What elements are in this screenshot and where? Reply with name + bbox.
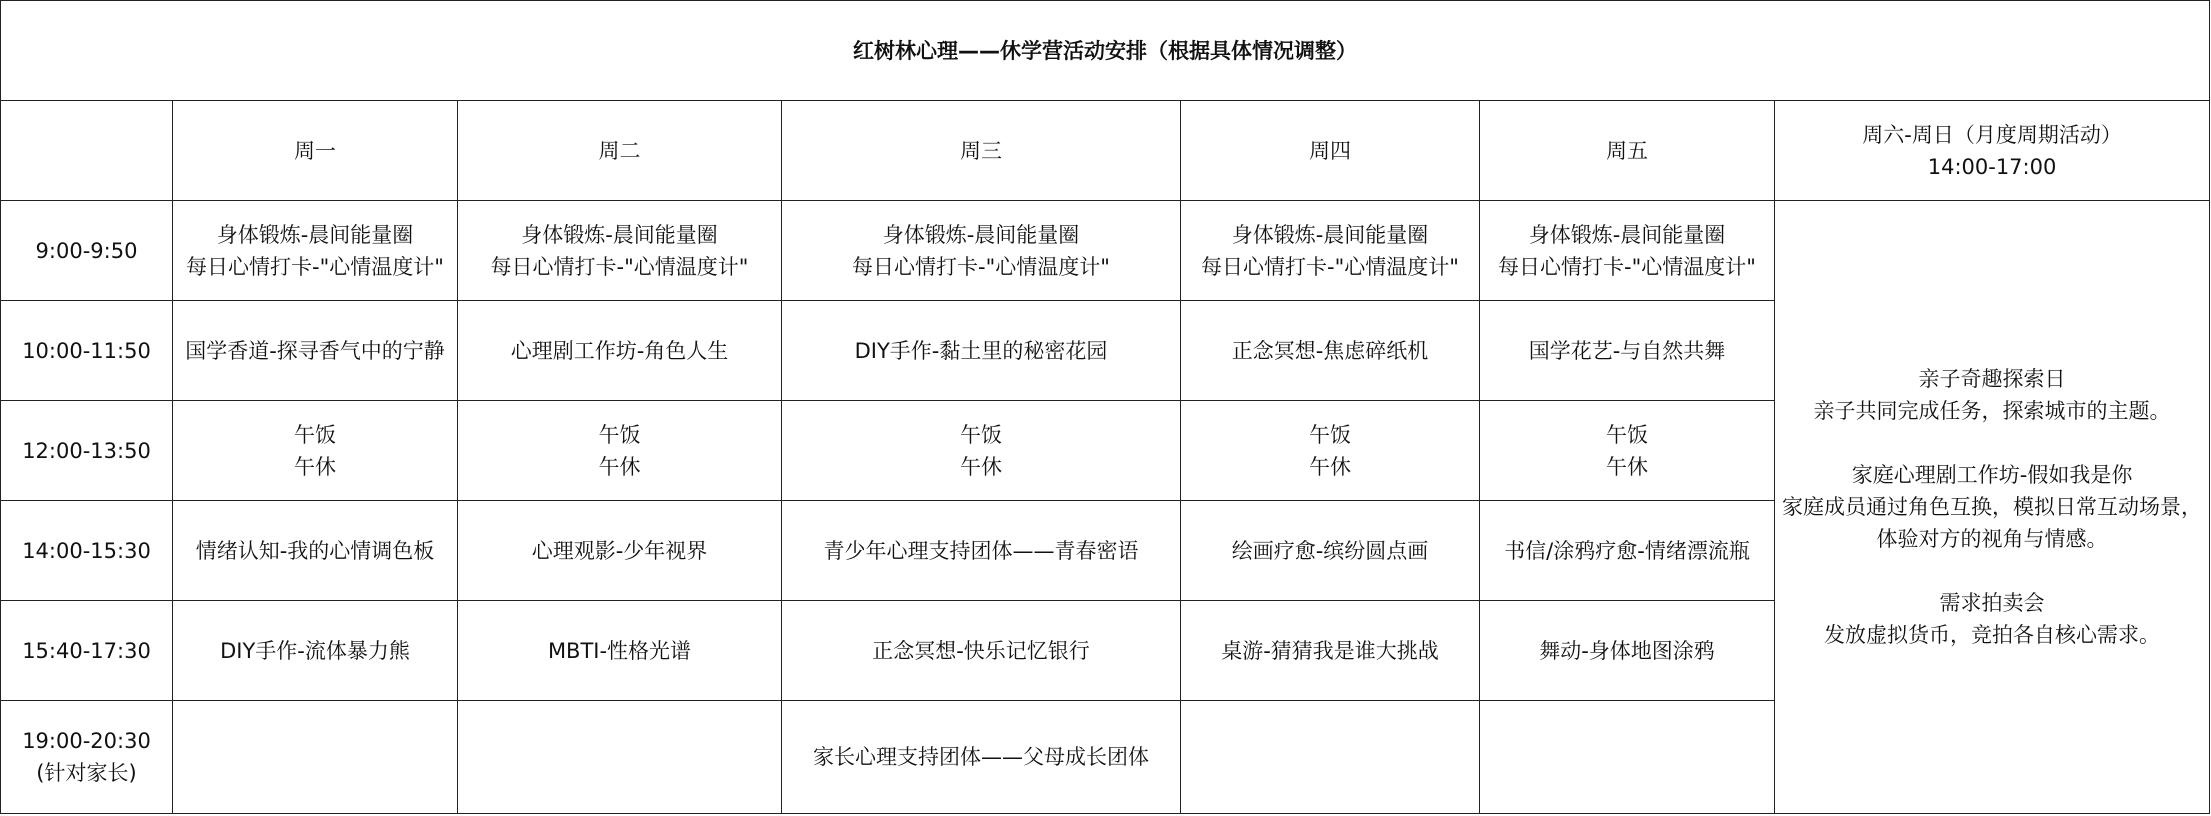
activity-text: 午饭	[598, 422, 641, 447]
header-weekend	[1775, 101, 2210, 201]
activity-cell-thu	[1181, 401, 1480, 501]
activity-text: 午饭	[1309, 422, 1351, 447]
time-slot-cell	[1, 301, 173, 401]
time-slot: 9:00-9:50	[35, 238, 138, 263]
activity-cell-tue	[458, 701, 782, 814]
activity-text: 午饭	[1606, 422, 1648, 447]
weekend-activity-name: 需求拍卖会	[1939, 591, 2045, 615]
activity-text: DIY手作-黏土里的秘密花园	[854, 338, 1108, 363]
activity-text: 午饭	[294, 422, 336, 447]
activity-cell-thu	[1181, 501, 1480, 601]
activity-cell-fri	[1480, 201, 1775, 301]
header-day-tue: 周二	[458, 101, 782, 201]
activity-cell-wed	[782, 401, 1181, 501]
activity-cell-tue	[458, 401, 782, 501]
header-corner-cell	[1, 101, 173, 201]
activity-text: 绘画疗愈-缤纷圆点画	[1231, 538, 1429, 563]
activity-text: DIY手作-流体暴力熊	[220, 638, 410, 663]
activity-cell-mon	[173, 301, 458, 401]
activity-cell-wed	[782, 601, 1181, 701]
activity-text: 心理剧工作坊-角色人生	[510, 338, 729, 363]
activity-cell-fri	[1480, 701, 1775, 814]
activity-text: 午饭	[960, 422, 1002, 447]
activity-text: 家长心理支持团体——父母成长团体	[813, 745, 1149, 769]
activity-text: 每日心情打卡-"心情温度计"	[852, 254, 1110, 279]
activity-text: 正念冥想-焦虑碎纸机	[1231, 338, 1429, 363]
time-slot-cell	[1, 701, 173, 814]
activity-text: 情绪认知-我的心情调色板	[195, 538, 435, 563]
activity-cell-thu	[1181, 701, 1480, 814]
time-slot: 10:00-11:50	[22, 338, 151, 363]
activity-cell-wed	[782, 501, 1181, 601]
activity-cell-wed	[782, 301, 1181, 401]
weekend-activity-desc: 家庭成员通过角色互换，模拟日常互动场景，体验对方的视角与情感。	[1782, 495, 2203, 551]
activity-cell-fri	[1480, 601, 1775, 701]
weekend-activity-name: 亲子奇趣探索日	[1918, 367, 2066, 391]
activity-text: 身体锻炼-晨间能量圈	[521, 222, 718, 247]
activity-cell-tue	[458, 501, 782, 601]
activity-cell-tue	[458, 201, 782, 301]
activity-text: 每日心情打卡-"心情温度计"	[1201, 254, 1459, 279]
activity-cell-mon	[173, 701, 458, 814]
title-row	[1, 1, 2210, 101]
weekend-time: 14:00-17:00	[1927, 154, 2057, 179]
activity-cell-fri	[1480, 401, 1775, 501]
header-day-mon: 周一	[173, 101, 458, 201]
header-day-fri: 周五	[1480, 101, 1775, 201]
activity-text: 国学花艺-与自然共舞	[1528, 338, 1726, 363]
activity-cell-thu	[1181, 601, 1480, 701]
activity-cell-wed	[782, 701, 1181, 814]
time-slot-cell	[1, 601, 173, 701]
activity-text: 心理观影-少年视界	[531, 538, 708, 563]
weekend-spacer	[1777, 427, 2207, 459]
time-slot-cell	[1, 501, 173, 601]
activity-cell-mon	[173, 201, 458, 301]
header-day-thu: 周四	[1181, 101, 1480, 201]
activity-cell-fri	[1480, 501, 1775, 601]
activity-text: 每日心情打卡-"心情温度计"	[186, 254, 444, 279]
activity-cell-fri	[1480, 301, 1775, 401]
time-slot-note: (针对家长)	[36, 761, 137, 785]
activity-text: 桌游-猜猜我是谁大挑战	[1221, 638, 1439, 663]
activity-text: 身体锻炼-晨间能量圈	[1231, 222, 1429, 247]
activity-cell-thu	[1181, 201, 1480, 301]
activity-text: 国学香道-探寻香气中的宁静	[185, 338, 445, 363]
activity-text: MBTI-性格光谱	[547, 638, 692, 663]
time-slot: 14:00-15:30	[22, 538, 151, 563]
schedule-title: 红树林心理——休学营活动安排（根据具体情况调整）	[1, 1, 2210, 101]
weekend-activity-name: 家庭心理剧工作坊-假如我是你	[1851, 463, 2133, 487]
time-slot-cell	[1, 401, 173, 501]
header-day-wed: 周三	[782, 101, 1181, 201]
activity-text: 舞动-身体地图涂鸦	[1539, 638, 1715, 663]
weekend-activities-cell	[1775, 201, 2210, 814]
activity-text: 正念冥想-快乐记忆银行	[872, 638, 1090, 663]
activity-cell-tue	[458, 301, 782, 401]
activity-cell-tue	[458, 601, 782, 701]
activity-cell-mon	[173, 601, 458, 701]
activity-text: 书信/涂鸦疗愈-情绪漂流瓶	[1504, 538, 1750, 563]
weekend-title: 周六-周日（月度周期活动）	[1862, 122, 2122, 147]
activity-text: 午休	[960, 454, 1002, 479]
activity-cell-mon	[173, 401, 458, 501]
activity-cell-mon	[173, 501, 458, 601]
activity-text: 青少年心理支持团体——青春密语	[823, 538, 1139, 563]
time-slot-cell	[1, 201, 173, 301]
activity-cell-wed	[782, 201, 1181, 301]
time-slot: 19:00-20:30	[22, 729, 151, 753]
activity-cell-thu	[1181, 301, 1480, 401]
weekend-activity-desc: 发放虚拟货币，竞拍各自核心需求。	[1824, 623, 2161, 647]
weekend-spacer	[1777, 555, 2207, 587]
activity-text: 每日心情打卡-"心情温度计"	[1498, 254, 1756, 279]
weekend-activity-desc: 亲子共同完成任务，探索城市的主题。	[1813, 399, 2171, 423]
activity-text: 午休	[598, 454, 641, 479]
activity-text: 午休	[1606, 454, 1648, 479]
activity-text: 午休	[294, 454, 336, 479]
activity-text: 身体锻炼-晨间能量圈	[882, 222, 1080, 247]
activity-text: 身体锻炼-晨间能量圈	[216, 222, 414, 247]
activity-text: 午休	[1309, 454, 1351, 479]
activity-text: 身体锻炼-晨间能量圈	[1528, 222, 1726, 247]
time-slot: 15:40-17:30	[22, 638, 151, 663]
activity-text: 每日心情打卡-"心情温度计"	[490, 254, 749, 279]
header-row	[1, 101, 2210, 201]
time-slot: 12:00-13:50	[22, 438, 151, 463]
schedule-row	[1, 201, 2210, 301]
